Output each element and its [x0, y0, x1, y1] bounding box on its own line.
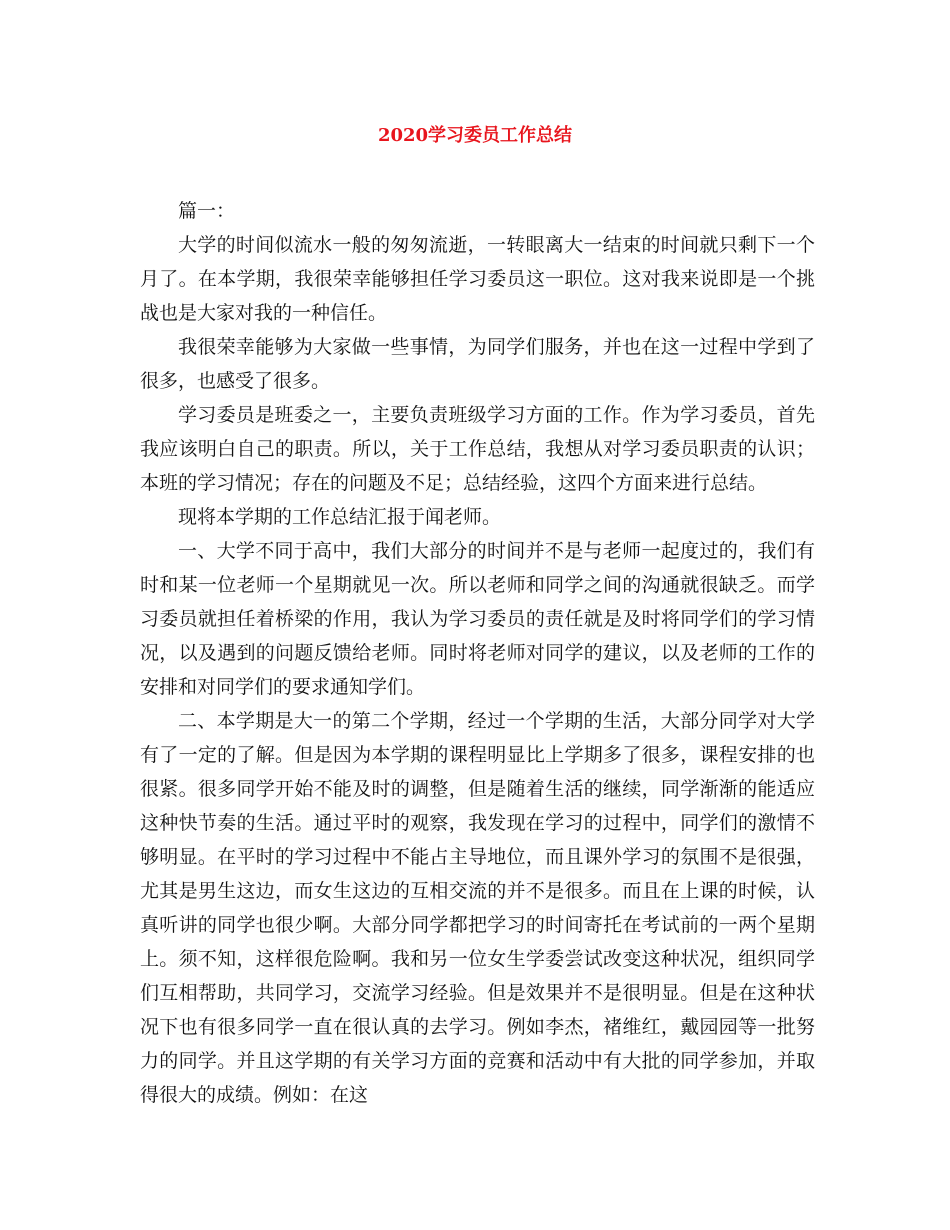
paragraph-report-note: 现将本学期的工作总结汇报于闻老师。 — [178, 506, 502, 528]
paragraph-intro: 大学的时间似流水一般的匆匆流逝，一转眼离大一结束的时间就只剩下一个月了。在本学期，我很荣幸能够担任学习委员这一职位。这对我来说即是一个挑战也是大家对我的一种信任。 — [140, 234, 815, 324]
paragraph-section-heading: 篇一： — [178, 200, 236, 222]
paragraph-gratitude: 我很荣幸能够为大家做一些事情，为同学们服务，并也在这一过程中学到了很多，也感受了很多。 — [140, 336, 815, 392]
document-body — [140, 194, 815, 1112]
document-title: 2020学习委员工作总结 — [377, 125, 573, 146]
paragraph-point-one: 一、大学不同于高中，我们大部分的时间并不是与老师一起度过的，我们有时和某一位老师一个星期就见一次。所以老师和同学之间的沟通就很缺乏。而学习委员就担任着桥梁的作用，我认为学习委员的责任就是及时将同学们的学习情况，以及遇到的问题反馈给老师。同时将老师对同学的建议，以及老师的工作的安排和对同学们的要求通知学们。 — [140, 540, 815, 698]
paragraph-point-two: 二、本学期是大一的第二个学期，经过一个学期的生活，大部分同学对大学有了一定的了解。但是因为本学期的课程明显比上学期多了很多，课程安排的也很紧。很多同学开始不能及时的调整，但是随着生活的继续，同学渐渐的能适应这种快节奏的生活。通过平时的观察，我发现在学习的过程中，同学们的激情不够明显。在平时的学习过程中不能占主导地位，而且课外学习的氛围不是很强，尤其是男生这边，而女生这边的互相交流的并不是很多。而且在上课的时候，认真听讲的同学也很少啊。大部分同学都把学习的时间寄托在考试前的一两个星期上。须不知，这样很危险啊。我和另一位女生学委尝试改变这种状况，组织同学们互相帮助，共同学习，交流学习经验。但是效果并不是很明显。但是在这种状况下也有很多同学一直在很认真的去学习。例如李杰，褚维红，戴园园等一批努力的同学。并且这学期的有关学习方面的竞赛和活动中有大批的同学参加，并取得很大的成绩。例如：在这 — [140, 710, 815, 1106]
paragraph-responsibilities: 学习委员是班委之一，主要负责班级学习方面的工作。作为学习委员，首先我应该明白自己的职责。所以，关于工作总结，我想从对学习委员职责的认识；本班的学习情况；存在的问题及不足；总结经验，这四个方面来进行总结。 — [140, 404, 815, 494]
